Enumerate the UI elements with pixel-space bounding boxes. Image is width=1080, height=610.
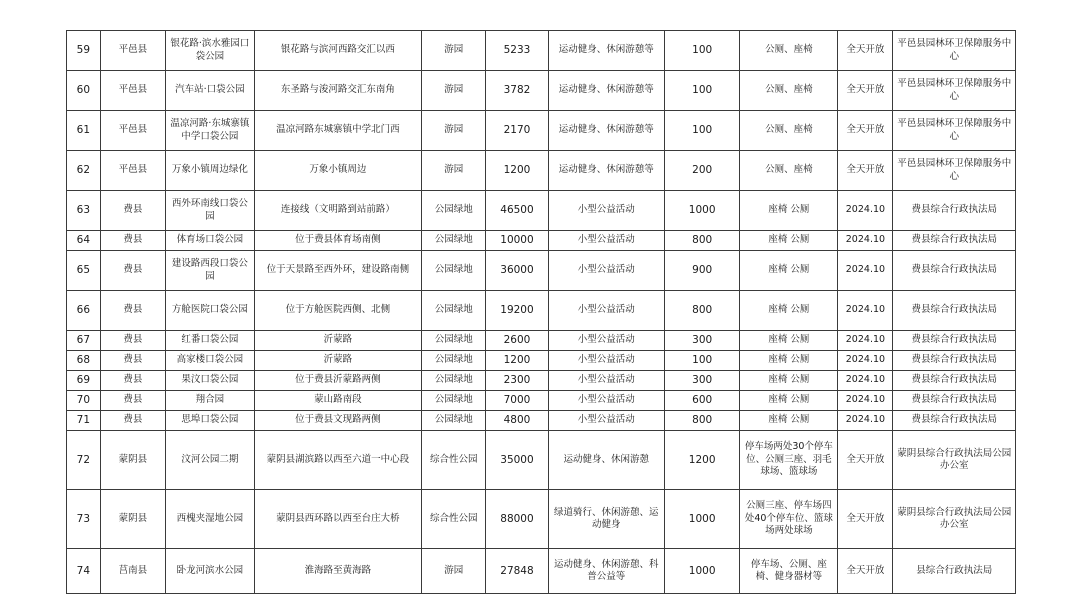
open-time-cell: 全天开放 [838, 490, 893, 549]
facilities-cell: 停车场、公厕、座椅、健身器材等 [740, 549, 838, 594]
park-name-cell: 西外环南线口袋公园 [165, 191, 254, 231]
county-cell: 平邑县 [100, 71, 165, 111]
area-cell: 35000 [486, 431, 548, 490]
park-name-cell: 万象小镇周边绿化 [165, 151, 254, 191]
county-cell: 蒙阴县 [100, 490, 165, 549]
manager-cell: 费县综合行政执法局 [893, 251, 1016, 291]
area-cell: 2170 [486, 111, 548, 151]
park-type-cell: 公园绿地 [422, 371, 486, 391]
table-row [67, 490, 1016, 549]
location-cell: 位于方舱医院西侧、北侧 [254, 291, 421, 331]
open-time-cell: 2024.10 [838, 411, 893, 431]
park-type-cell: 综合性公园 [422, 431, 486, 490]
capacity-cell: 100 [664, 71, 740, 111]
capacity-cell: 600 [664, 391, 740, 411]
location-cell: 蒙阴县湖滨路以西至六道一中心段 [254, 431, 421, 490]
area-cell: 1200 [486, 151, 548, 191]
facilities-cell: 座椅 公厕 [740, 331, 838, 351]
open-time-cell: 2024.10 [838, 191, 893, 231]
capacity-cell: 1000 [664, 490, 740, 549]
open-time-cell: 2024.10 [838, 331, 893, 351]
county-cell: 蒙阴县 [100, 431, 165, 490]
row-number: 61 [67, 111, 101, 151]
county-cell: 莒南县 [100, 549, 165, 594]
park-type-cell: 公园绿地 [422, 251, 486, 291]
manager-cell: 费县综合行政执法局 [893, 351, 1016, 371]
row-number: 62 [67, 151, 101, 191]
park-type-cell: 公园绿地 [422, 391, 486, 411]
county-cell: 费县 [100, 371, 165, 391]
park-type-cell: 综合性公园 [422, 490, 486, 549]
facilities-cell: 座椅 公厕 [740, 371, 838, 391]
table-row [67, 411, 1016, 431]
facilities-cell: 公厕、座椅 [740, 111, 838, 151]
manager-cell: 平邑县园林环卫保障服务中心 [893, 71, 1016, 111]
table-row [67, 351, 1016, 371]
table-row [67, 231, 1016, 251]
open-time-cell: 2024.10 [838, 371, 893, 391]
function-cell: 小型公益活动 [548, 411, 664, 431]
park-type-cell: 公园绿地 [422, 331, 486, 351]
manager-cell: 费县综合行政执法局 [893, 191, 1016, 231]
park-name-cell: 汶河公园二期 [165, 431, 254, 490]
park-name-cell: 果汶口袋公园 [165, 371, 254, 391]
park-type-cell: 公园绿地 [422, 231, 486, 251]
county-cell: 费县 [100, 231, 165, 251]
park-name-cell: 温凉河路·东城寨镇中学口袋公园 [165, 111, 254, 151]
table-row [67, 331, 1016, 351]
area-cell: 10000 [486, 231, 548, 251]
table-row [67, 151, 1016, 191]
county-cell: 费县 [100, 251, 165, 291]
capacity-cell: 100 [664, 111, 740, 151]
open-time-cell: 全天开放 [838, 71, 893, 111]
row-number: 73 [67, 490, 101, 549]
manager-cell: 蒙阴县综合行政执法局公园办公室 [893, 490, 1016, 549]
open-time-cell: 全天开放 [838, 431, 893, 490]
location-cell: 位于费县文现路两侧 [254, 411, 421, 431]
location-cell: 沂蒙路 [254, 351, 421, 371]
park-name-cell: 银花路·滨水雅园口袋公园 [165, 31, 254, 71]
function-cell: 绿道骑行、休闲游憩、运动健身 [548, 490, 664, 549]
facilities-cell: 公厕、座椅 [740, 31, 838, 71]
function-cell: 运动健身、休闲游憩、科普公益等 [548, 549, 664, 594]
park-name-cell: 高家楼口袋公园 [165, 351, 254, 371]
table-row [67, 111, 1016, 151]
facilities-cell: 公厕、座椅 [740, 151, 838, 191]
open-time-cell: 2024.10 [838, 251, 893, 291]
open-time-cell: 全天开放 [838, 31, 893, 71]
facilities-cell: 座椅 公厕 [740, 351, 838, 371]
area-cell: 3782 [486, 71, 548, 111]
location-cell: 蒙山路南段 [254, 391, 421, 411]
row-number: 72 [67, 431, 101, 490]
capacity-cell: 800 [664, 291, 740, 331]
park-name-cell: 体育场口袋公园 [165, 231, 254, 251]
location-cell: 沂蒙路 [254, 331, 421, 351]
function-cell: 小型公益活动 [548, 291, 664, 331]
row-number: 68 [67, 351, 101, 371]
function-cell: 小型公益活动 [548, 351, 664, 371]
manager-cell: 费县综合行政执法局 [893, 391, 1016, 411]
park-name-cell: 方舱医院口袋公园 [165, 291, 254, 331]
table-row [67, 371, 1016, 391]
county-cell: 费县 [100, 351, 165, 371]
county-cell: 费县 [100, 191, 165, 231]
function-cell: 运动健身、休闲游憩等 [548, 151, 664, 191]
open-time-cell: 全天开放 [838, 111, 893, 151]
capacity-cell: 100 [664, 31, 740, 71]
capacity-cell: 800 [664, 411, 740, 431]
open-time-cell: 全天开放 [838, 151, 893, 191]
capacity-cell: 100 [664, 351, 740, 371]
facilities-cell: 座椅 公厕 [740, 291, 838, 331]
park-type-cell: 公园绿地 [422, 191, 486, 231]
capacity-cell: 300 [664, 331, 740, 351]
open-time-cell: 2024.10 [838, 351, 893, 371]
park-type-cell: 公园绿地 [422, 291, 486, 331]
location-cell: 银花路与滨河西路交汇以西 [254, 31, 421, 71]
county-cell: 费县 [100, 291, 165, 331]
park-list-table [66, 30, 1016, 594]
function-cell: 运动健身、休闲游憩等 [548, 71, 664, 111]
county-cell: 费县 [100, 391, 165, 411]
county-cell: 费县 [100, 411, 165, 431]
park-type-cell: 游园 [422, 31, 486, 71]
function-cell: 小型公益活动 [548, 231, 664, 251]
park-type-cell: 游园 [422, 71, 486, 111]
park-type-cell: 游园 [422, 151, 486, 191]
area-cell: 88000 [486, 490, 548, 549]
function-cell: 小型公益活动 [548, 191, 664, 231]
county-cell: 费县 [100, 331, 165, 351]
manager-cell: 费县综合行政执法局 [893, 371, 1016, 391]
location-cell: 蒙阴县西环路以西至台庄大桥 [254, 490, 421, 549]
park-type-cell: 公园绿地 [422, 351, 486, 371]
table-row [67, 391, 1016, 411]
park-type-cell: 游园 [422, 111, 486, 151]
row-number: 64 [67, 231, 101, 251]
capacity-cell: 1000 [664, 549, 740, 594]
table-row [67, 431, 1016, 490]
table-row [67, 251, 1016, 291]
park-name-cell: 红番口袋公园 [165, 331, 254, 351]
table-row [67, 549, 1016, 594]
park-name-cell: 西槐夹湿地公园 [165, 490, 254, 549]
facilities-cell: 停车场两处30个停车位、公厕三座、羽毛球场、篮球场 [740, 431, 838, 490]
row-number: 74 [67, 549, 101, 594]
area-cell: 27848 [486, 549, 548, 594]
location-cell: 东圣路与浚河路交汇东南角 [254, 71, 421, 111]
area-cell: 5233 [486, 31, 548, 71]
location-cell: 温凉河路东城寨镇中学北门西 [254, 111, 421, 151]
row-number: 67 [67, 331, 101, 351]
area-cell: 7000 [486, 391, 548, 411]
row-number: 59 [67, 31, 101, 71]
facilities-cell: 公厕三座、停车场四处40个停车位、篮球场两处球场 [740, 490, 838, 549]
function-cell: 小型公益活动 [548, 391, 664, 411]
capacity-cell: 200 [664, 151, 740, 191]
area-cell: 2600 [486, 331, 548, 351]
capacity-cell: 1000 [664, 191, 740, 231]
open-time-cell: 2024.10 [838, 231, 893, 251]
location-cell: 万象小镇周边 [254, 151, 421, 191]
facilities-cell: 座椅 公厕 [740, 411, 838, 431]
open-time-cell: 全天开放 [838, 549, 893, 594]
capacity-cell: 1200 [664, 431, 740, 490]
row-number: 66 [67, 291, 101, 331]
capacity-cell: 300 [664, 371, 740, 391]
function-cell: 小型公益活动 [548, 371, 664, 391]
park-name-cell: 思埠口袋公园 [165, 411, 254, 431]
location-cell: 位于费县沂蒙路两侧 [254, 371, 421, 391]
location-cell: 位于天景路至西外环，建设路南侧 [254, 251, 421, 291]
function-cell: 小型公益活动 [548, 251, 664, 291]
area-cell: 36000 [486, 251, 548, 291]
row-number: 71 [67, 411, 101, 431]
manager-cell: 费县综合行政执法局 [893, 291, 1016, 331]
function-cell: 运动健身、休闲游憩 [548, 431, 664, 490]
location-cell: 位于费县体育场南侧 [254, 231, 421, 251]
manager-cell: 平邑县园林环卫保障服务中心 [893, 151, 1016, 191]
function-cell: 运动健身、休闲游憩等 [548, 31, 664, 71]
manager-cell: 费县综合行政执法局 [893, 411, 1016, 431]
table-row [67, 71, 1016, 111]
park-name-cell: 建设路西段口袋公园 [165, 251, 254, 291]
park-name-cell: 汽车站·口袋公园 [165, 71, 254, 111]
manager-cell: 平邑县园林环卫保障服务中心 [893, 31, 1016, 71]
row-number: 70 [67, 391, 101, 411]
manager-cell: 县综合行政执法局 [893, 549, 1016, 594]
area-cell: 19200 [486, 291, 548, 331]
park-name-cell: 翔合园 [165, 391, 254, 411]
facilities-cell: 座椅 公厕 [740, 231, 838, 251]
open-time-cell: 2024.10 [838, 391, 893, 411]
open-time-cell: 2024.10 [838, 291, 893, 331]
manager-cell: 平邑县园林环卫保障服务中心 [893, 111, 1016, 151]
row-number: 65 [67, 251, 101, 291]
table-body [67, 31, 1016, 594]
county-cell: 平邑县 [100, 111, 165, 151]
park-type-cell: 公园绿地 [422, 411, 486, 431]
function-cell: 小型公益活动 [548, 331, 664, 351]
area-cell: 46500 [486, 191, 548, 231]
facilities-cell: 座椅 公厕 [740, 391, 838, 411]
county-cell: 平邑县 [100, 31, 165, 71]
capacity-cell: 900 [664, 251, 740, 291]
table-row [67, 31, 1016, 71]
area-cell: 1200 [486, 351, 548, 371]
table-row [67, 291, 1016, 331]
table-row [67, 191, 1016, 231]
manager-cell: 蒙阴县综合行政执法局公园办公室 [893, 431, 1016, 490]
area-cell: 2300 [486, 371, 548, 391]
capacity-cell: 800 [664, 231, 740, 251]
row-number: 60 [67, 71, 101, 111]
facilities-cell: 座椅 公厕 [740, 251, 838, 291]
row-number: 63 [67, 191, 101, 231]
park-name-cell: 卧龙河滨水公园 [165, 549, 254, 594]
facilities-cell: 公厕、座椅 [740, 71, 838, 111]
location-cell: 淮海路至黄海路 [254, 549, 421, 594]
facilities-cell: 座椅 公厕 [740, 191, 838, 231]
park-type-cell: 游园 [422, 549, 486, 594]
location-cell: 连接线（文明路到站前路） [254, 191, 421, 231]
row-number: 69 [67, 371, 101, 391]
function-cell: 运动健身、休闲游憩等 [548, 111, 664, 151]
area-cell: 4800 [486, 411, 548, 431]
manager-cell: 费县综合行政执法局 [893, 331, 1016, 351]
manager-cell: 费县综合行政执法局 [893, 231, 1016, 251]
park-list-table-sheet [66, 30, 1016, 594]
county-cell: 平邑县 [100, 151, 165, 191]
